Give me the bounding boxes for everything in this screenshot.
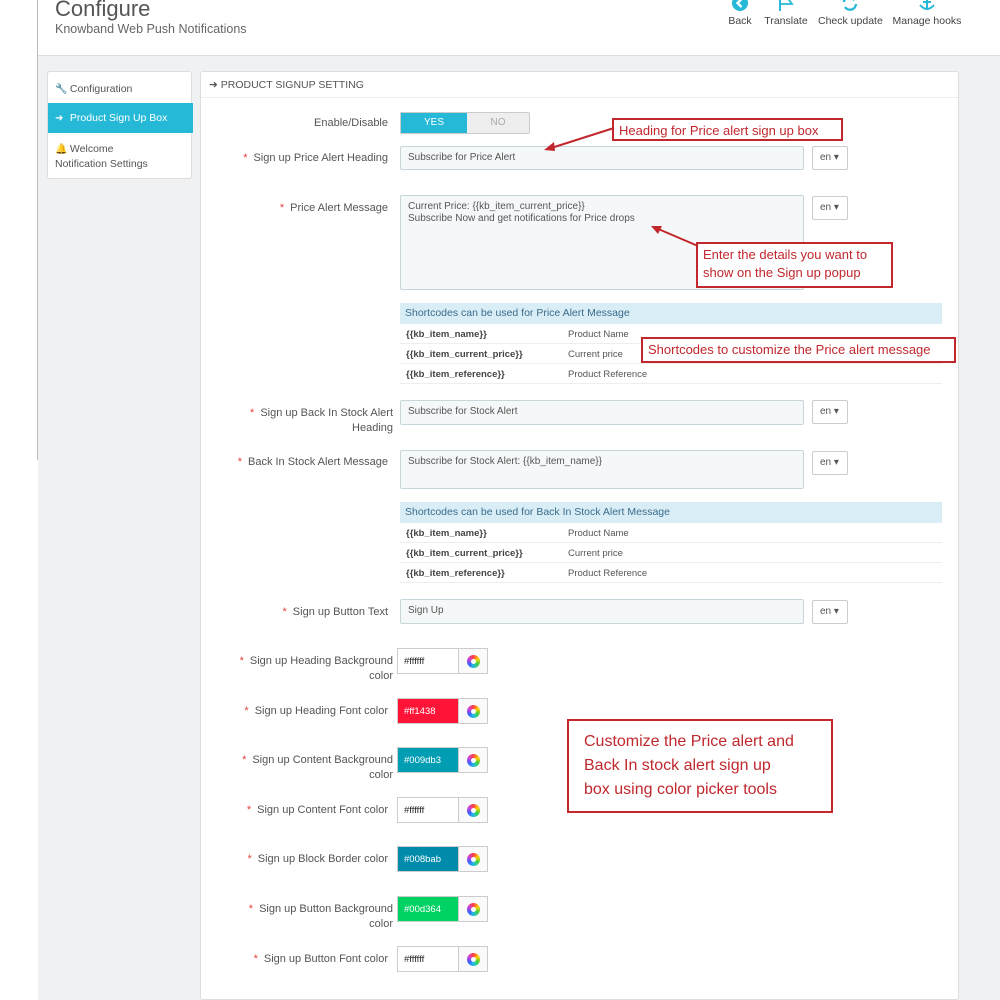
sidebar-item-product-sign-up-box[interactable] <box>48 103 193 133</box>
color-label: * Sign up Button Background color <box>248 903 393 930</box>
stock-message-label: * Back In Stock Alert Message <box>237 456 388 468</box>
color-wheel-icon <box>467 903 480 916</box>
table-row <box>400 364 942 384</box>
callout-line: show on the Sign up popup <box>703 265 861 280</box>
color-input[interactable]: #ff1438 <box>397 698 459 724</box>
enable-toggle[interactable] <box>400 112 530 134</box>
button-text-label: * Sign up Button Text <box>282 606 388 618</box>
manage-hooks-button[interactable] <box>892 0 962 27</box>
button-text-input[interactable]: Sign Up <box>400 599 804 624</box>
stock-message-lang-select[interactable]: en ▾ <box>812 451 848 475</box>
panel-heading <box>201 72 958 98</box>
color-input[interactable]: #008bab <box>397 846 459 872</box>
shortcode-description: Current price <box>568 349 623 360</box>
shortcode-description: Product Name <box>568 329 629 340</box>
shortcode: {{kb_item_reference}} <box>406 369 505 380</box>
callout-line: Back In stock alert sign up <box>584 757 771 774</box>
color-input[interactable]: #ffffff <box>397 648 459 674</box>
shortcode: {{kb_item_name}} <box>406 329 487 340</box>
color-input[interactable]: #ffffff <box>397 946 459 972</box>
color-picker-button[interactable] <box>459 946 488 972</box>
toggle-yes[interactable]: YES <box>401 113 467 133</box>
color-label: * Sign up Heading Background color <box>239 655 393 682</box>
check-update-label: Check update <box>818 15 883 27</box>
sidebar-item-label: Configuration <box>69 83 133 95</box>
page-header <box>38 0 1000 56</box>
color-wheel-icon <box>467 705 480 718</box>
page-subtitle: Knowband Web Push Notifications <box>55 22 247 36</box>
color-picker-button[interactable] <box>459 896 488 922</box>
price-message-line: Current Price: {{kb_item_current_price}} <box>408 201 585 212</box>
color-label: * Sign up Content Font color <box>246 804 388 816</box>
color-picker-button[interactable] <box>459 797 488 823</box>
panel-heading-text: PRODUCT SIGNUP SETTING <box>220 79 364 91</box>
stock-heading-input[interactable]: Subscribe for Stock Alert <box>400 400 804 425</box>
enable-label: Enable/Disable <box>314 117 388 129</box>
check-update-button[interactable] <box>818 0 882 27</box>
anchor-icon <box>918 0 936 12</box>
color-wheel-icon <box>467 853 480 866</box>
shortcode-description: Product Name <box>568 528 629 539</box>
stock-heading-lang-select[interactable]: en ▾ <box>812 400 848 424</box>
bell-icon: 🔔 <box>55 144 68 155</box>
color-label: * Sign up Button Font color <box>253 953 388 965</box>
table-row <box>400 563 942 583</box>
wrench-icon: 🔧 <box>55 84 68 95</box>
callout-line: box using color picker tools <box>584 781 777 798</box>
button-text-lang-select[interactable]: en ▾ <box>812 600 848 624</box>
sidebar-item-label: Product Sign Up Box <box>69 112 168 124</box>
settings-sidebar <box>47 71 192 179</box>
back-label: Back <box>728 15 752 27</box>
price-heading-input[interactable]: Subscribe for Price Alert <box>400 146 804 170</box>
callout-arrow <box>540 122 616 154</box>
color-input[interactable]: #009db3 <box>397 747 459 773</box>
back-icon <box>731 0 749 12</box>
callout-heading-box: Heading for Price alert sign up box <box>612 118 843 141</box>
sidebar-item-configuration[interactable] <box>48 80 193 102</box>
callout-line: Enter the details you want to <box>703 247 868 262</box>
price-message-label: * Price Alert Message <box>279 202 388 214</box>
shortcode: {{kb_item_reference}} <box>406 568 505 579</box>
color-label: * Sign up Content Background color <box>242 754 393 781</box>
color-picker-button[interactable] <box>459 698 488 724</box>
refresh-icon <box>841 0 859 12</box>
translate-button[interactable] <box>764 0 808 27</box>
color-input[interactable]: #ffffff <box>397 797 459 823</box>
price-message-lang-select[interactable]: en ▾ <box>812 196 848 220</box>
price-heading-label: * Sign up Price Alert Heading <box>243 152 388 164</box>
table-row <box>400 523 942 543</box>
stock-heading-label: * Sign up Back In Stock Alert Heading <box>250 407 393 434</box>
shortcode: {{kb_item_current_price}} <box>406 548 523 559</box>
color-wheel-icon <box>467 754 480 767</box>
callout-arrow <box>648 222 700 250</box>
shortcode-description: Product Reference <box>568 568 648 579</box>
shortcode-description: Product Reference <box>568 369 648 380</box>
callout-shortcodes: Shortcodes to customize the Price alert message <box>641 337 956 363</box>
color-picker-button[interactable] <box>459 648 488 674</box>
color-wheel-icon <box>467 804 480 817</box>
flag-icon <box>777 0 795 12</box>
page-title: Configure <box>55 0 151 21</box>
callout-customize <box>567 719 833 813</box>
manage-hooks-label: Manage hooks <box>892 15 962 27</box>
color-wheel-icon <box>467 655 480 668</box>
shortcode: {{kb_item_name}} <box>406 528 487 539</box>
color-label: * Sign up Heading Font color <box>244 705 388 717</box>
sign-in-icon: ➜ <box>55 113 64 124</box>
color-input[interactable]: #00d364 <box>397 896 459 922</box>
stock-message-textarea[interactable]: Subscribe for Stock Alert: {{kb_item_name}} <box>400 450 804 489</box>
color-label: * Sign up Block Border color <box>247 853 388 865</box>
color-wheel-icon <box>467 953 480 966</box>
color-picker-button[interactable] <box>459 846 488 872</box>
shortcode-description: Current price <box>568 548 623 559</box>
translate-label: Translate <box>764 15 808 27</box>
toggle-no[interactable]: NO <box>490 117 506 128</box>
table-row <box>400 543 942 563</box>
stock-shortcodes-title: Shortcodes can be used for Back In Stock Alert Message <box>400 502 942 523</box>
back-button[interactable] <box>727 0 753 27</box>
price-shortcodes-title: Shortcodes can be used for Price Alert Message <box>400 303 942 324</box>
color-picker-button[interactable] <box>459 747 488 773</box>
callout-line: Customize the Price alert and <box>584 733 794 750</box>
sidebar-item-label: Welcome Notification Settings <box>55 143 148 170</box>
stock-shortcodes-table <box>400 502 942 583</box>
callout-details <box>696 242 893 288</box>
shortcode: {{kb_item_current_price}} <box>406 349 523 360</box>
left-edge <box>0 0 38 1000</box>
price-message-line: Subscribe Now and get notifications for Price drops <box>408 213 635 224</box>
price-heading-lang-select[interactable]: en ▾ <box>812 146 848 170</box>
sign-in-icon: ➜ <box>209 79 218 91</box>
sidebar-item-welcome-notification[interactable] <box>48 142 168 172</box>
